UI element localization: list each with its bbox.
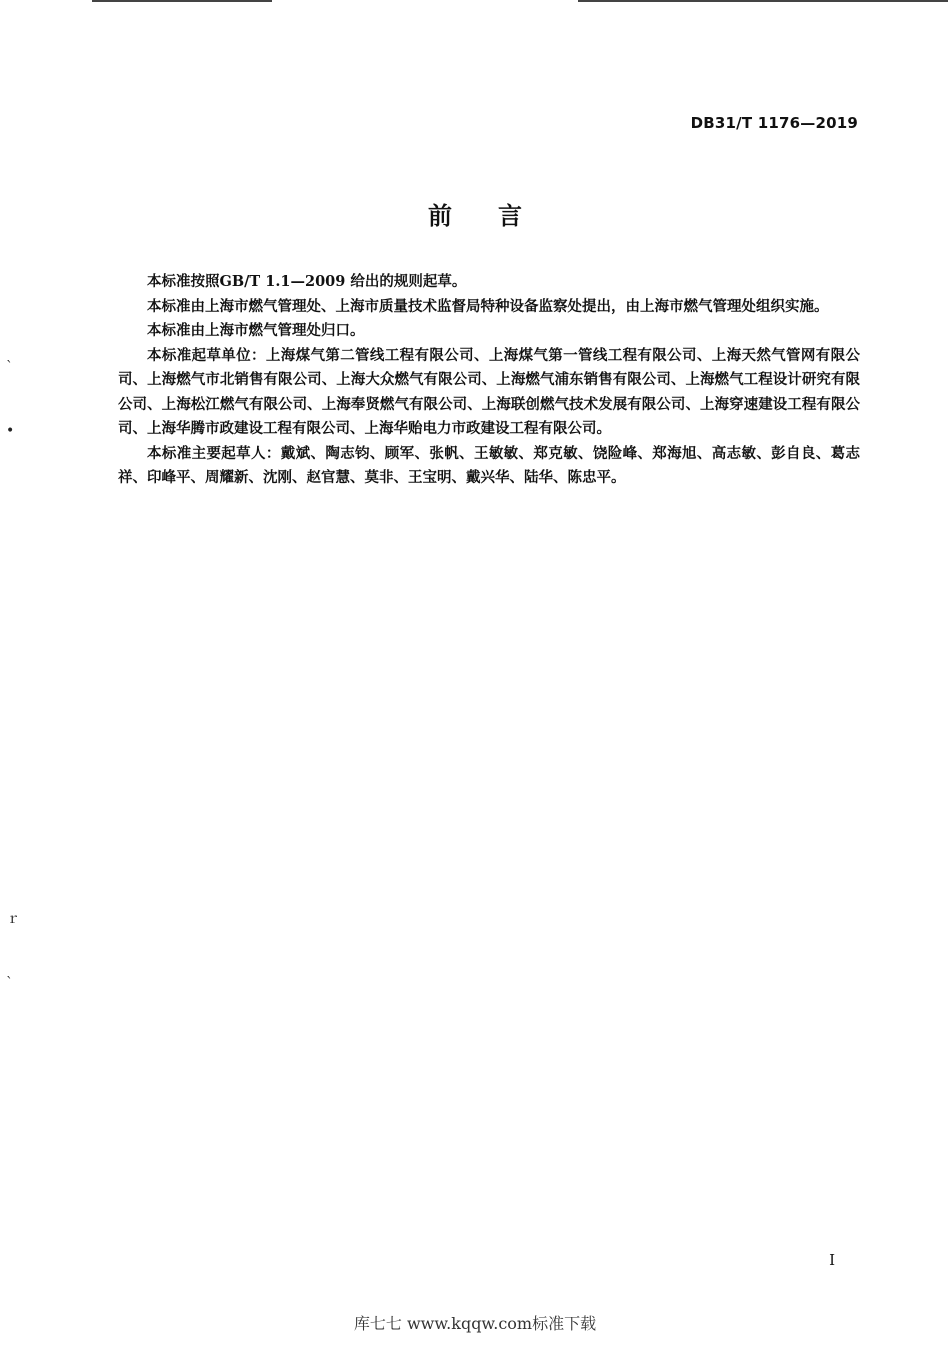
margin-speck: • — [6, 423, 15, 439]
paragraph-drafting-rules: 本标准按照GB/T 1.1—2009 给出的规则起草。 — [147, 273, 467, 290]
section-title: 前言 — [428, 202, 568, 230]
page-number: I — [829, 1251, 835, 1269]
document-code: DB31/T 1176—2019 — [690, 114, 858, 132]
paragraph-proposer: 本标准由上海市燃气管理处、上海市质量技术监督局特种设备监察处提出，由上海市燃气管理处组织实施。 — [147, 297, 829, 315]
margin-speck: ˋ — [6, 975, 13, 991]
footer-watermark: 库七七 www.kqqw.com标准下载 — [353, 1314, 597, 1333]
paragraph-centralized: 本标准由上海市燃气管理处归口。 — [147, 322, 365, 339]
paragraph-main-drafters: 本标准主要起草人：戴斌、陶志钧、顾军、张帆、王敏敏、郑克敏、饶险峰、郑海旭、高志敏、彭自良、葛志祥、印峰平、周耀新、沈刚、赵官慧、莫非、王宝明、戴兴华、陆华、陈忠平。 — [118, 444, 860, 486]
paragraph-drafting-units: 本标准起草单位：上海煤气第二管线工程有限公司、上海煤气第一管线工程有限公司、上海天然气管网有限公司、上海燃气市北销售有限公司、上海大众燃气有限公司、上海燃气浦东销售有限公司、上海燃气工程设计研究有限公司、上海松江燃气有限公司、上海奉贤燃气有限公司、上海联创燃气技术发展有限公司、上海穿速建设工程有限公司、上海华腾市政建设工程有限公司、上海华贻电力市政建设工程有限公司。 — [118, 346, 860, 437]
margin-speck: ｒ — [6, 911, 20, 927]
margin-speck: ˋ — [6, 359, 13, 375]
scan-edge-left — [92, 0, 272, 2]
scan-edge-right — [578, 0, 948, 2]
foreword-body — [118, 270, 860, 491]
